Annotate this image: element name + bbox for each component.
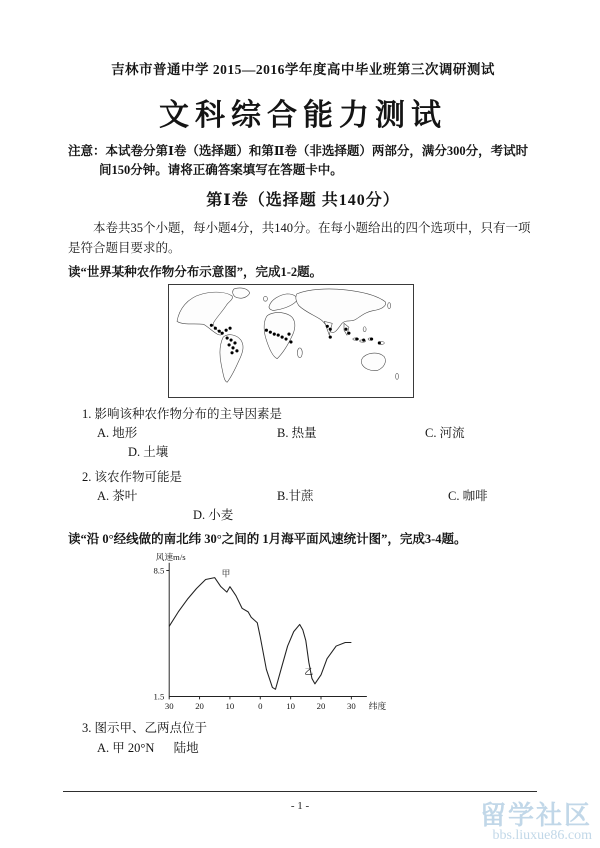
q3-option-a-continuation: 陆地 [173,741,199,756]
section1-intro: 本卷共35个小题，每小题4分，共140分。在每小题给出的四个选项中，只有一项是符合题目要求的。 [68,220,531,255]
crop-map-svg [170,286,408,396]
svg-text:0: 0 [258,701,263,712]
question-3-stem: 3. 图示甲、乙两点位于 [82,721,208,736]
q1-option-d: D. 土壤 [128,445,169,460]
svg-text:1.5: 1.5 [153,691,165,702]
svg-text:30: 30 [164,701,174,712]
q1-option-a: A. 地形 [97,425,138,440]
watermark [480,802,592,844]
q1-option-c: C. 河流 [425,425,465,440]
exam-notice: 注意：本试卷分第Ⅰ卷（选择题）和第Ⅱ卷（非选择题）两部分，满分300分，考试时间150分钟。请将正确答案填写在答题卡中。 [68,144,529,178]
q2-option-a: A. 茶叶 [97,488,138,503]
exam-header: 吉林市普通中学 2015—2016学年度高中毕业班第三次调研测试 [111,62,495,77]
question-3 [68,718,538,758]
question-1-stem: 1. 影响该种农作物分布的主导因素是 [82,406,283,421]
continent-outlines [177,288,398,382]
question-2-stem: 2. 该农作物可能是 [82,469,183,484]
reading-instruction-2: 读“沿 0°经线做的南北纬 30°之间的 1月海平面风速统计图”，完成3-4题。 [68,532,467,547]
q1-option-b: B. 热量 [277,425,317,440]
crop-distribution-map [168,284,414,398]
question-2 [68,467,538,526]
watermark-site-name: 留学社区 [479,801,592,831]
svg-text:10: 10 [225,701,235,712]
svg-text:风速m/s: 风速m/s [155,552,186,563]
exam-title: 文科综合能力测试 [159,99,447,132]
svg-text:10: 10 [286,701,296,712]
svg-text:纬度: 纬度 [368,701,387,712]
q2-option-c: C. 咖啡 [448,488,488,503]
wind-speed-chart-svg [144,551,394,714]
wind-speed-chart [144,551,394,714]
svg-text:20: 20 [316,701,326,712]
q3-option-a [97,738,538,758]
q2-option-b: B.甘蔗 [277,488,314,503]
q2-option-d: D. 小麦 [193,507,234,522]
svg-text:20: 20 [195,701,204,712]
svg-text:乙: 乙 [304,666,314,677]
question-1-options [97,424,538,443]
svg-text:8.5: 8.5 [153,565,165,576]
q3-option-a-text: A. 甲 20°N [97,741,155,756]
svg-text:30: 30 [347,701,356,712]
question-2-options [97,487,538,506]
watermark-site-url: bbs.liuxue86.com [492,828,592,844]
section1-title: 第Ⅰ卷（选择题 共140分） [206,191,400,209]
page-number: - 1 - [290,800,310,812]
reading-instruction-1: 读“世界某种农作物分布示意图”，完成1-2题。 [68,264,323,279]
footer-divider [63,791,537,792]
question-1 [68,404,538,463]
svg-text:甲: 甲 [221,568,231,579]
